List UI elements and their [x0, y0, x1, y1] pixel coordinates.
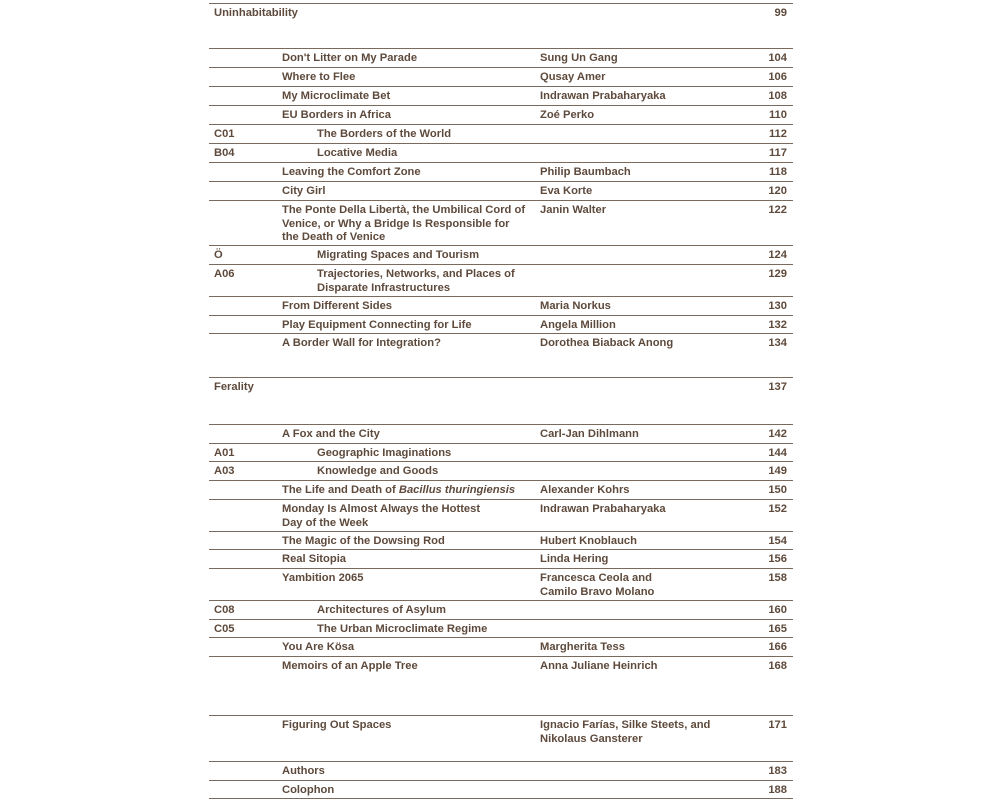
- page-number: 112: [768, 128, 787, 140]
- page-number: 188: [768, 784, 787, 796]
- entry-title: The Ponte Della Libertà, the Umbilical Cord of Venice, or Why a Bridge Is Responsible for the Death of Venice: [282, 204, 526, 243]
- toc-row: [209, 656, 793, 715]
- page-number: 150: [768, 484, 787, 496]
- page-number: 130: [768, 300, 787, 312]
- page-number: 160: [768, 604, 787, 616]
- toc-row: [209, 162, 793, 181]
- toc-row: [209, 568, 793, 600]
- toc-row: [209, 461, 793, 480]
- entry-author: Sung Un Gang: [540, 52, 618, 64]
- entry-author: [540, 572, 720, 599]
- page-number: 183: [768, 765, 787, 777]
- toc-row: [209, 761, 793, 780]
- entry-title: A Border Wall for Integration?: [282, 337, 441, 349]
- page-number: 132: [768, 319, 787, 331]
- entry-title: [282, 484, 542, 498]
- entry-title: Play Equipment Connecting for Life: [282, 319, 472, 331]
- section-title: Ferality: [214, 381, 254, 393]
- toc-row: [209, 333, 793, 377]
- chapter-code: Ö: [214, 249, 223, 261]
- entry-title: Authors: [282, 765, 325, 777]
- entry-title-line1: Monday Is Almost Always the Hottest: [282, 503, 481, 515]
- page-number: 120: [768, 185, 787, 197]
- entry-title: Colophon: [282, 784, 335, 796]
- entry-title-italic: Bacillus thuringiensis: [398, 484, 516, 496]
- entry-title: Geographic Imaginations: [317, 447, 452, 459]
- page-number: 165: [768, 623, 787, 635]
- entry-title: My Microclimate Bet: [282, 90, 391, 102]
- toc-row: [209, 499, 793, 531]
- entry-author: Zoé Perko: [540, 109, 595, 121]
- toc-row: [209, 296, 793, 315]
- chapter-code: B04: [214, 147, 235, 159]
- page-number: 134: [768, 337, 787, 349]
- entry-title: The Borders of the World: [317, 128, 452, 140]
- section-row: [209, 377, 793, 424]
- entry-author-line2: Nikolaus Gansterer: [540, 732, 643, 745]
- entry-title: Knowledge and Goods: [317, 465, 439, 477]
- page-number: 108: [768, 90, 787, 102]
- entry-author: Angela Million: [540, 319, 616, 331]
- page-number: 122: [768, 204, 787, 216]
- page-number: 118: [768, 166, 787, 178]
- chapter-code: C01: [214, 128, 235, 140]
- entry-author-line2: Camilo Bravo Molano: [540, 585, 655, 598]
- chapter-code: C05: [214, 623, 235, 635]
- toc-row: [209, 86, 793, 105]
- entry-title: Don't Litter on My Parade: [282, 52, 418, 64]
- page-number: 99: [774, 7, 787, 19]
- toc-row: [209, 780, 793, 799]
- page-number: 144: [768, 447, 787, 459]
- page-number: 137: [768, 381, 787, 393]
- toc-row: [209, 67, 793, 86]
- entry-title: Leaving the Comfort Zone: [282, 166, 421, 178]
- entry-title: Figuring Out Spaces: [282, 719, 392, 731]
- page-number: 124: [768, 249, 787, 261]
- page-number: 168: [768, 660, 787, 672]
- toc-row: [209, 181, 793, 200]
- section-row: [209, 3, 793, 48]
- entry-author: Eva Korte: [540, 185, 593, 197]
- entry-title: The Urban Microclimate Regime: [317, 623, 488, 635]
- entry-title: EU Borders in Africa: [282, 109, 392, 121]
- entry-title: You Are Kösa: [282, 641, 355, 653]
- chapter-code: A03: [214, 465, 235, 477]
- toc-row: [209, 48, 793, 67]
- toc-row: [209, 143, 793, 162]
- toc-row: [209, 480, 793, 499]
- entry-title: Real Sitopia: [282, 553, 347, 565]
- toc-row: [209, 245, 793, 264]
- entry-author: Margherita Tess: [540, 641, 625, 653]
- entry-author-line1: Ignacio Farías, Silke Steets, and: [540, 719, 711, 731]
- chapter-code: A01: [214, 447, 235, 459]
- table-of-contents: [209, 0, 793, 800]
- entry-author: Carl-Jan Dihlmann: [540, 428, 639, 440]
- toc-row: [209, 549, 793, 568]
- toc-row: [209, 124, 793, 143]
- entry-author: Hubert Knoblauch: [540, 535, 637, 547]
- toc-row: [209, 443, 793, 462]
- entry-author: Philip Baumbach: [540, 166, 631, 178]
- entry-title: Yambition 2065: [282, 572, 364, 584]
- entry-title: [282, 503, 527, 530]
- entry-author: [540, 719, 720, 746]
- entry-author: Anna Juliane Heinrich: [540, 660, 658, 672]
- toc-row: [209, 619, 793, 638]
- entry-author: Indrawan Prabaharyaka: [540, 90, 666, 102]
- toc-row: [209, 315, 793, 334]
- toc-row: [209, 105, 793, 124]
- entry-title: From Different Sides: [282, 300, 393, 312]
- page-number: 158: [768, 572, 787, 584]
- entry-author: Qusay Amer: [540, 71, 606, 83]
- page-number: 152: [768, 503, 787, 515]
- page-number: 166: [768, 641, 787, 653]
- toc-row: [209, 600, 793, 619]
- page-number: 129: [768, 268, 787, 280]
- toc-row: [209, 200, 793, 245]
- entry-title: Trajectories, Networks, and Places of Disparate Infrastructures: [317, 268, 515, 294]
- page-number: 149: [768, 465, 787, 477]
- chapter-code: C08: [214, 604, 235, 616]
- entry-author: Maria Norkus: [540, 300, 611, 312]
- chapter-code: A06: [214, 268, 235, 280]
- toc-row: [209, 424, 793, 443]
- entry-title: Migrating Spaces and Tourism: [317, 249, 480, 261]
- page-number: 154: [768, 535, 787, 547]
- entry-title: A Fox and the City: [282, 428, 380, 440]
- entry-author: Indrawan Prabaharyaka: [540, 503, 666, 515]
- page-number: 110: [768, 109, 787, 121]
- entry-title: The Magic of the Dowsing Rod: [282, 535, 445, 547]
- page-number: 106: [768, 71, 787, 83]
- entry-title-line2: Day of the Week: [282, 516, 369, 529]
- entry-title: Locative Media: [317, 147, 398, 159]
- toc-row: [209, 715, 793, 761]
- entry-title: Where to Flee: [282, 71, 356, 83]
- entry-title: Memoirs of an Apple Tree: [282, 660, 418, 672]
- entry-title: City Girl: [282, 185, 326, 197]
- page-number: 104: [768, 52, 787, 64]
- toc-row: [209, 531, 793, 550]
- page-number: 142: [768, 428, 787, 440]
- entry-author-line1: Francesca Ceola and: [540, 572, 652, 584]
- entry-title: Architectures of Asylum: [317, 604, 446, 616]
- entry-author: Alexander Kohrs: [540, 484, 630, 496]
- entry-author: Dorothea Biaback Anong: [540, 337, 674, 349]
- entry-author: Janin Walter: [540, 204, 607, 216]
- entry-author: Linda Hering: [540, 553, 609, 565]
- page-number: 171: [768, 719, 787, 731]
- entry-title-text: The Life and Death of: [282, 484, 396, 496]
- toc-row: [209, 264, 793, 296]
- page-number: 117: [768, 147, 787, 159]
- section-title: Uninhabitability: [214, 7, 298, 19]
- toc-row: [209, 637, 793, 656]
- page-number: 156: [768, 553, 787, 565]
